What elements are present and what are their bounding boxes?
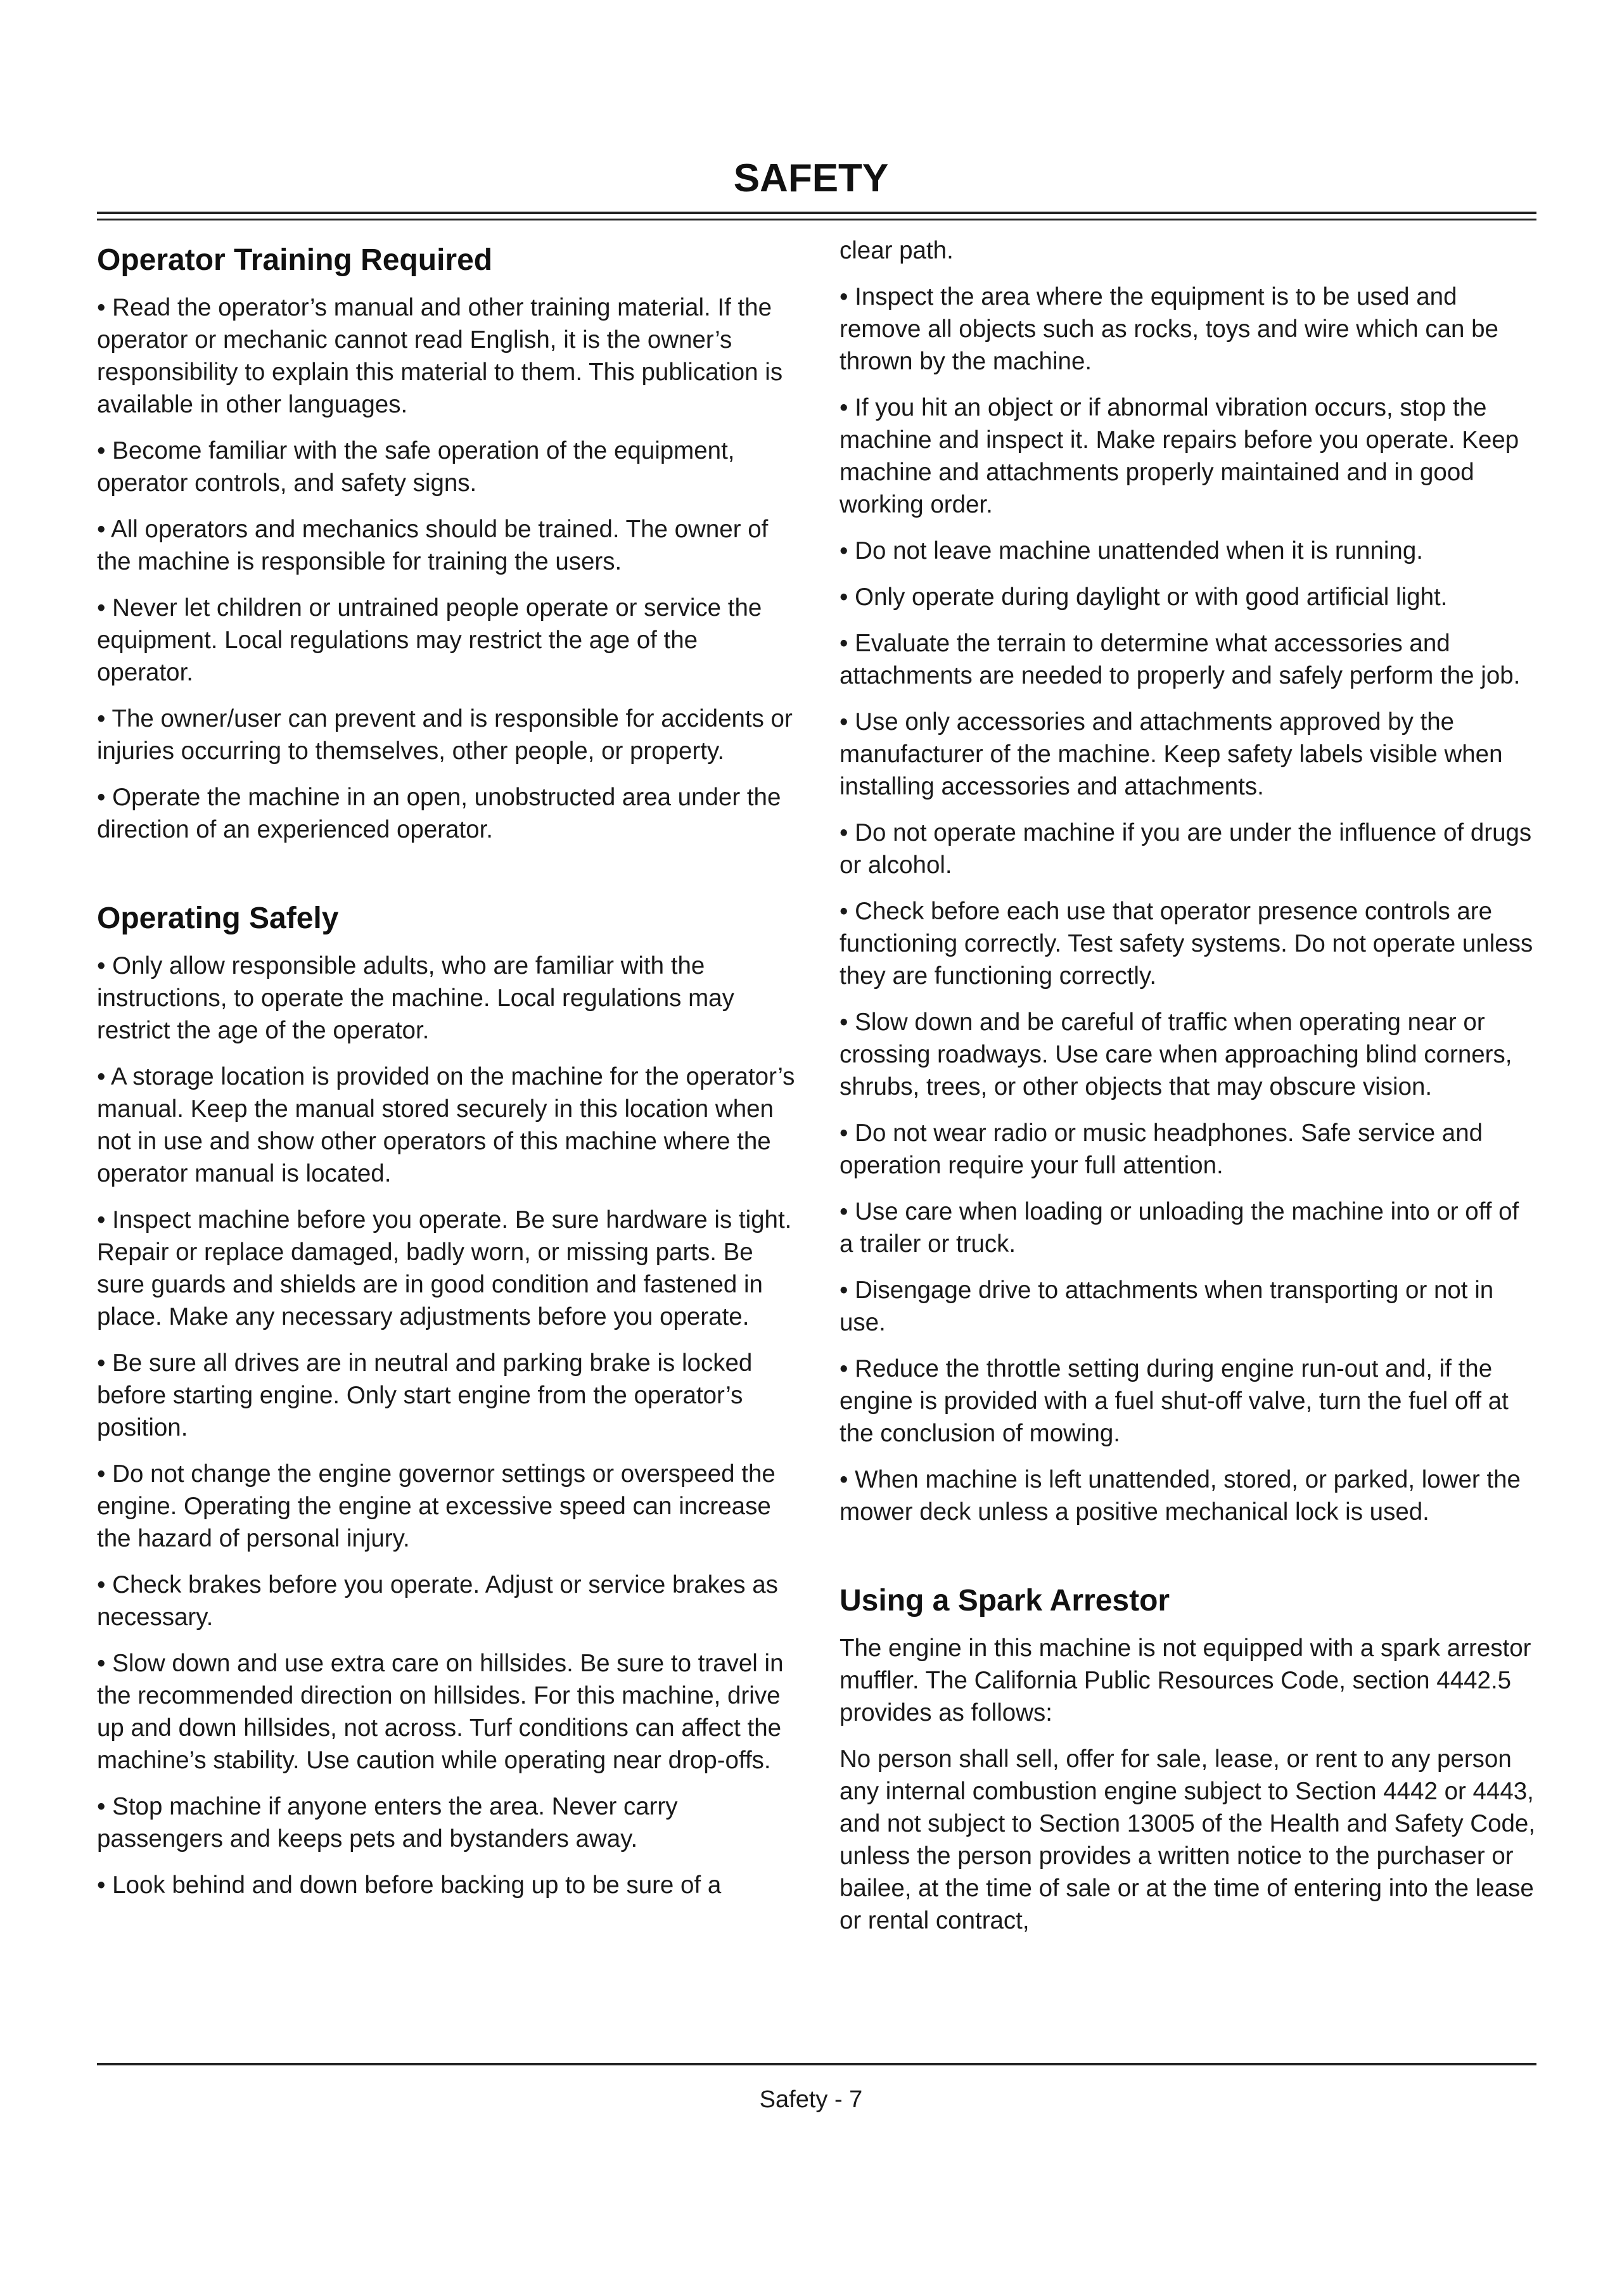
bullet-paragraph: • If you hit an object or if abnormal vibration occurs, stop the machine and inspect it. Make repairs before you operate. Keep machine and attachments properly maintained and in good working order. [840,394,1519,518]
bullet-paragraph: • All operators and mechanics should be trained. The owner of the machine is responsible for training the users. [97,516,769,575]
right-column [840,234,1536,1951]
bullet-paragraph: • Do not operate machine if you are under the influence of drugs or alcohol. [840,819,1532,879]
bullet-paragraph: • Use care when loading or unloading the machine into or off of a trailer or truck. [840,1198,1519,1258]
bullet-paragraph: • Slow down and be careful of traffic when operating near or crossing roadways. Use care when approaching blind corners, shrubs, trees, or other objects that may obscure vision. [840,1009,1512,1100]
bullet-paragraph: • Only allow responsible adults, who are familiar with the instructions, to operate the machine. Local regulations may restrict the age of the operator. [97,952,734,1044]
bullet-paragraph: • Use only accessories and attachments approved by the manufacturer of the machine. Keep safety labels visible when installing accessories and attachments. [840,708,1503,800]
page-number: Safety - 7 [759,2086,863,2113]
section-spark-arrestor [840,1581,1536,1937]
section-heading-operator-training: Operator Training Required [97,243,493,277]
bullet-paragraph: • Inspect machine before you operate. Be sure hardware is tight. Repair or replace damaged, badly worn, or missing parts. Be sure guards and shields are in good condition and fastened in place. Make any necessary adjustments before you operate. [97,1206,792,1330]
section-heading-spark-arrestor: Using a Spark Arrestor [840,1584,1170,1617]
bullet-paragraph: • Do not change the engine governor settings or overspeed the engine. Operating the engine at excessive speed can increase the hazard of personal injury. [97,1460,776,1552]
bullet-paragraph: • Check before each use that operator presence controls are functioning correctly. Test safety systems. Do not operate unless they are functioning correctly. [840,898,1533,990]
section-operating-safely [97,899,797,1901]
continuation-text: clear path. [840,237,954,264]
left-column [97,241,797,1915]
section-heading-operating-safely: Operating Safely [97,902,339,935]
body-paragraph: No person shall sell, offer for sale, lease, or rent to any person any internal combustion engine subject to Section 4442 or 4443, and not subject to Section 13005 of the Health and Safety Code, unless the person provides a written notice to the purchaser or bailee, at the time of sale or at the time of entering into the lease or rental contract, [840,1745,1536,1934]
bullet-paragraph: • Be sure all drives are in neutral and parking brake is locked before starting engine. Only start engine from the operator’s position. [97,1349,753,1441]
bullet-paragraph: • Do not wear radio or music headphones. Safe service and operation require your full attention. [840,1119,1483,1179]
bullet-paragraph: • Become familiar with the safe operation of the equipment, operator controls, and safety signs. [97,437,735,497]
bullet-paragraph: • Only operate during daylight or with good artificial light. [840,584,1448,611]
bullet-paragraph: • Evaluate the terrain to determine what accessories and attachments are needed to properly and safely perform the job. [840,630,1521,689]
bullet-paragraph: • Operate the machine in an open, unobstructed area under the direction of an experienced operator. [97,784,781,843]
body-paragraph: The engine in this machine is not equipped with a spark arrestor muffler. The California Public Resources Code, section 4442.5 provides as follows: [840,1635,1531,1726]
footer-rule [97,2063,1536,2065]
header-rule [97,212,1536,214]
bullet-paragraph: • The owner/user can prevent and is responsible for accidents or injuries occurring to themselves, other people, or property. [97,705,793,765]
bullet-paragraph: • Disengage drive to attachments when transporting or not in use. [840,1277,1494,1336]
bullet-paragraph: • Never let children or untrained people operate or service the equipment. Local regulations may restrict the age of the operator. [97,594,762,686]
bullet-paragraph: • Slow down and use extra care on hillsides. Be sure to travel in the recommended direction on hillsides. For this machine, drive up and down hillsides, not across. Turf conditions can affect the machine’s stability. Use caution while operating near drop-offs. [97,1650,784,1774]
bullet-paragraph: • When machine is left unattended, stored, or parked, lower the mower deck unless a positive mechanical lock is used. [840,1466,1521,1526]
bullet-paragraph: • Inspect the area where the equipment is to be used and remove all objects such as rocks, toys and wire which can be thrown by the machine. [840,283,1498,375]
bullet-paragraph: • Stop machine if anyone enters the area. Never carry passengers and keeps pets and bystanders away. [97,1793,678,1853]
bullet-paragraph: • Check brakes before you operate. Adjust or service brakes as necessary. [97,1571,778,1631]
bullet-paragraph: • Look behind and down before backing up to be sure of a [97,1872,722,1899]
header-rule-secondary [97,219,1536,220]
bullet-paragraph: • A storage location is provided on the machine for the operator’s manual. Keep the manual stored securely in this location when not in use and show other operators of this machine where the operator manual is located. [97,1063,795,1187]
bullet-paragraph: • Reduce the throttle setting during engine run-out and, if the engine is provided with a fuel shut-off valve, turn the fuel off at the conclusion of mowing. [840,1355,1509,1447]
page-title: SAFETY [733,156,889,200]
section-operator-training [97,241,797,846]
bullet-paragraph: • Do not leave machine unattended when it is running. [840,537,1423,564]
bullet-paragraph: • Read the operator’s manual and other training material. If the operator or mechanic cannot read English, it is the owner’s responsibility to explain this material to them. This publication is available in other languages. [97,294,783,418]
